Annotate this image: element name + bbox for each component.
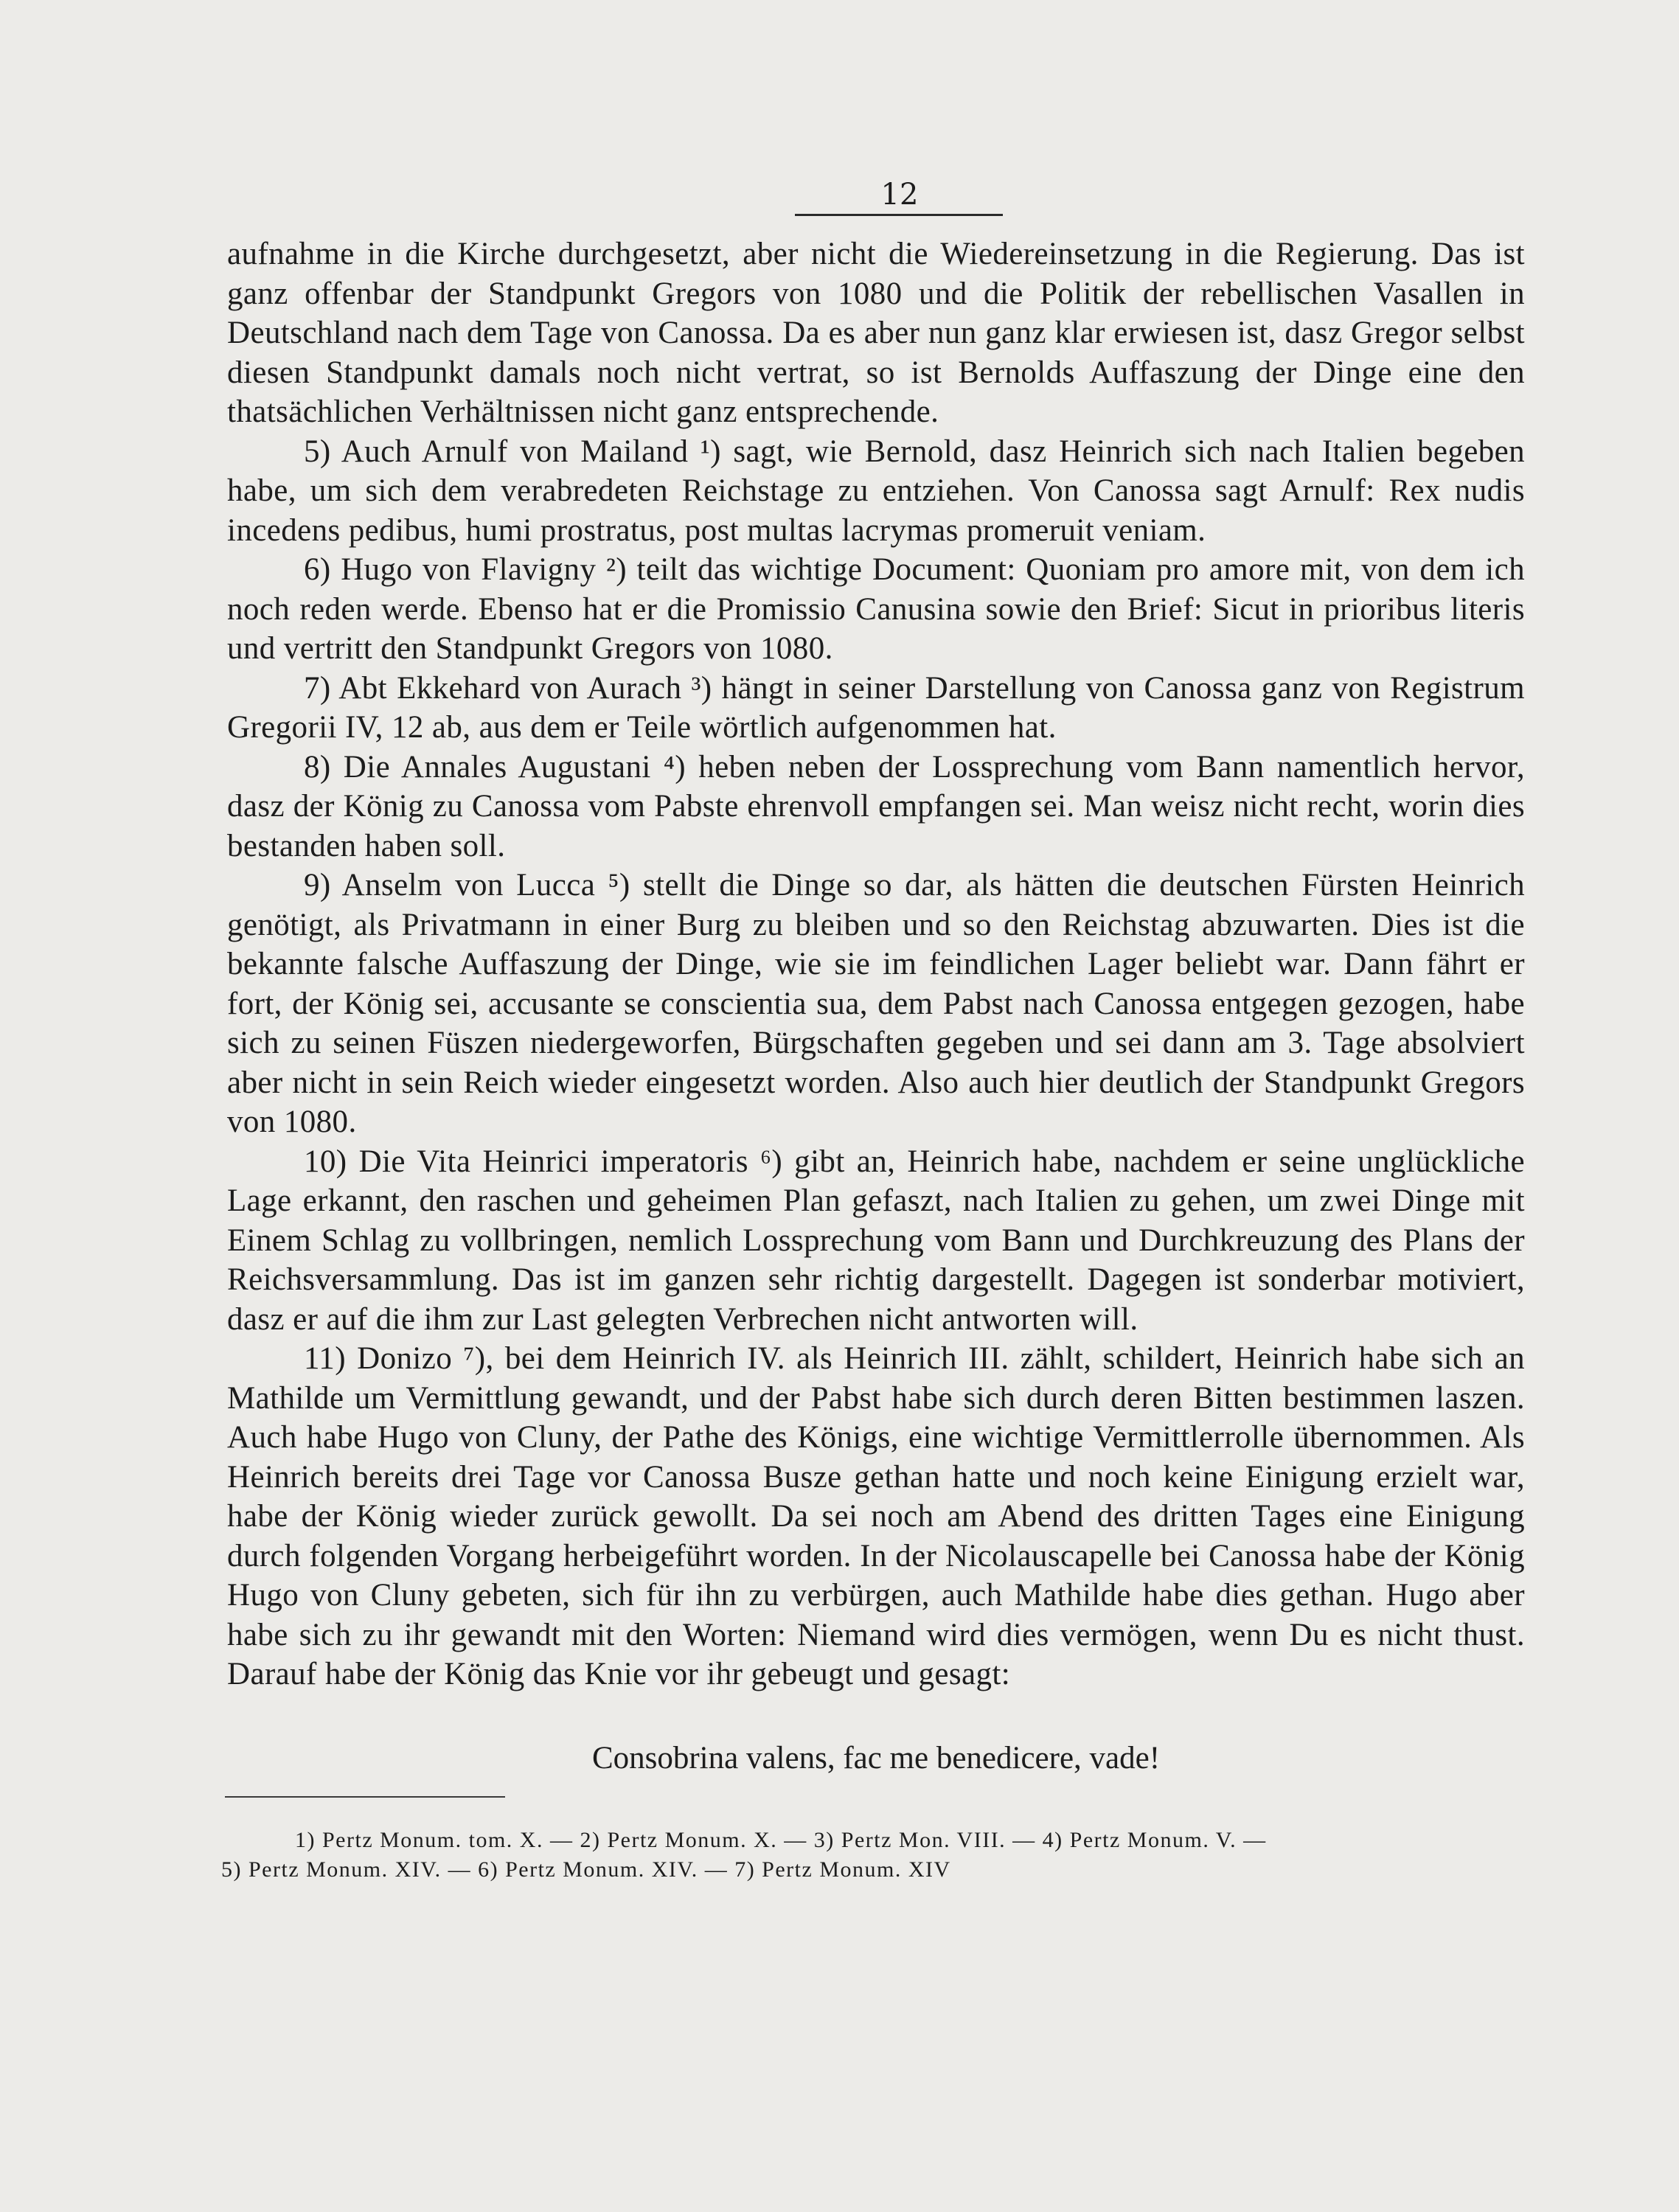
- footnote-line: 5) Pertz Monum. XIV. — 6) Pertz Monum. XIV. — 7) Pertz Monum. XIV: [221, 1857, 951, 1882]
- page-number: 12: [880, 178, 919, 212]
- paragraph-continuation: aufnahme in die Kirche durchgesetzt, aber nicht die Wiedereinsetzung in die Regierung. Das ist ganz offenbar der Standpunkt Gregors von 1080 und die Politik der rebellischen Vasallen in Deutschland nach dem Tage von Canossa. Da es aber nun ganz klar erwiesen ist, dasz Gregor selbst diesen Standpunkt damals noch nicht vertrat, so ist Bernolds Auffaszung der Dinge eine den thatsächlichen Verhältnissen nicht ganz entsprechende.: [227, 237, 1525, 429]
- paragraph-annales-augustani: 8) Die Annales Augustani ⁴) heben neben der Lossprechung vom Bann namentlich hervor, dasz der König zu Canossa vom Pabste ehrenvoll empfangen sei. Man weisz nicht recht, worin dies bestanden haben soll.: [227, 749, 1525, 863]
- paragraph-ekkehard: 7) Abt Ekkehard von Aurach ³) hängt in seiner Darstellung von Canossa ganz von Registrum Gregorii IV, 12 ab, aus dem er Teile wörtlich aufgenommen hat.: [227, 670, 1525, 745]
- paragraph-anselm: 9) Anselm von Lucca ⁵) stellt die Dinge so dar, als hätten die deutschen Fürsten Heinrich genötigt, als Privatmann in einer Burg zu bleiben und so den Reichstag abzuwarten. Dies ist die bekannte falsche Auffaszung der Dinge, wie sie im feindlichen Lager beliebt war. Dann fährt er fort, der König sei, accusante se conscientia sua, dem Pabst nach Canossa entgegen gezogen, habe sich zu seinen Füszen niedergeworfen, Bürgschaften gegeben und sei dann am 3. Tage absolviert aber nicht in sein Reich wieder eingesetzt worden. Also auch hier deutlich der Standpunkt Gregors von 1080.: [227, 868, 1525, 1139]
- paragraph-vita-heinrici: 10) Die Vita Heinrici imperatoris ⁶) gibt an, Heinrich habe, nachdem er seine unglückliche Lage erkannt, den raschen und geheimen Plan gefaszt, nach Italien zu gehen, um zwei Dinge mit Einem Schlag zu vollbringen, nemlich Lossprechung vom Bann und Durchkreuzung des Plans der Reichsversammlung. Das ist im ganzen sehr richtig dargestellt. Dagegen ist sonderbar motiviert, dasz er auf die ihm zur Last gelegten Verbrechen nicht antworten will.: [227, 1144, 1525, 1337]
- page-number-rule: [795, 214, 1003, 216]
- paragraph-hugo-flavigny: 6) Hugo von Flavigny ²) teilt das wichtige Document: Quoniam pro amore mit, von dem ich noch reden werde. Ebenso hat er die Promissio Canusina sowie den Brief: Sicut in prioribus literis und vertritt den Standpunkt Gregors von 1080.: [227, 552, 1525, 666]
- paragraph-donizo: 11) Donizo ⁷), bei dem Heinrich IV. als Heinrich III. zählt, schildert, Heinrich habe sich an Mathilde um Vermittlung gewandt, und der Pabst habe sich durch deren Bitten bestimmen laszen. Auch habe Hugo von Cluny, der Pathe des Königs, eine wichtige Vermittlerrolle übernommen. Als Heinrich bereits drei Tage vor Canossa Busze gethan hatte und noch keine Einigung erzielt war, habe der König wieder zurück gewollt. Da sei noch am Abend des dritten Tages eine Einigung durch folgenden Vorgang herbeigeführt worden. In der Nicolauscapelle bei Canossa habe der König Hugo von Cluny gebeten, sich für ihn zu verbürgen, auch Mathilde habe dies gethan. Hugo aber habe sich zu ihr gewandt mit den Worten: Niemand wird dies vermögen, wenn Du es nicht thust. Darauf habe der König das Knie vor ihr gebeugt und gesagt:: [227, 1341, 1525, 1691]
- footnote-line: 1) Pertz Monum. tom. X. — 2) Pertz Monum. X. — 3) Pertz Mon. VIII. — 4) Pertz Monum. V. —: [295, 1828, 1267, 1852]
- paragraph-arnulf: 5) Auch Arnulf von Mailand ¹) sagt, wie Bernold, dasz Heinrich sich nach Italien begeben habe, um sich dem verabredeten Reichstage zu entziehen. Von Canossa sagt Arnulf: Rex nudis incedens pedibus, humi prostratus, post multas lacrymas promeruit veniam.: [227, 434, 1525, 548]
- footnote-rule: [225, 1796, 505, 1798]
- body-text: [227, 234, 1525, 1694]
- footnotes: [221, 1826, 1526, 1885]
- verse-quote: Consobrina valens, fac me benedicere, vade!: [591, 1741, 1161, 1775]
